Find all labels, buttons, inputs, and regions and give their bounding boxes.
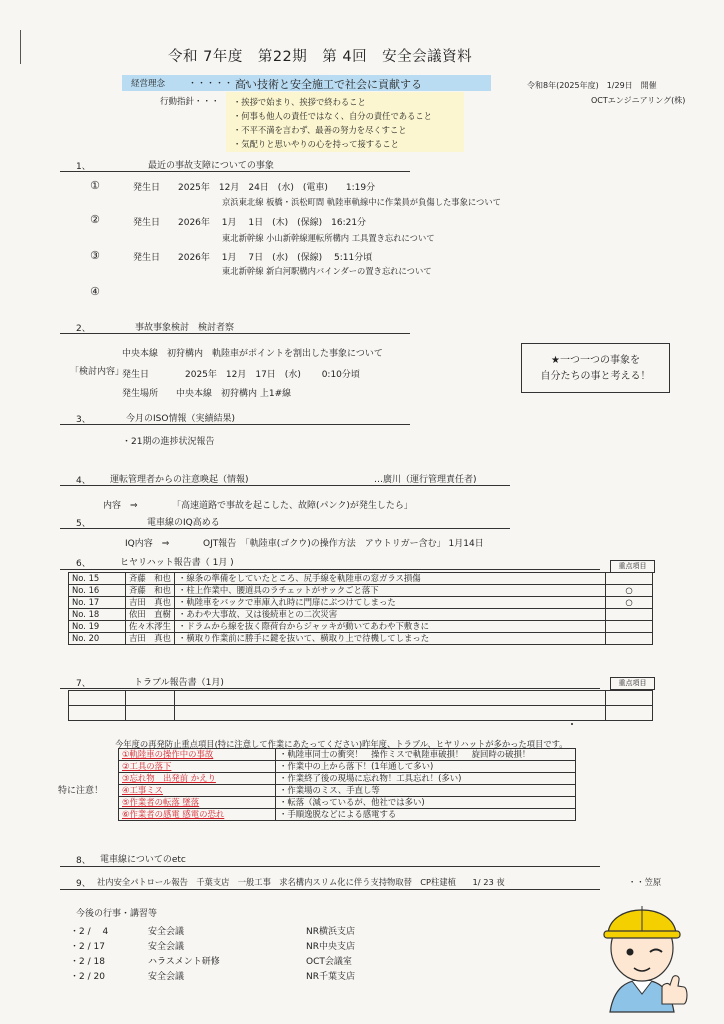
table-row [119, 773, 576, 785]
prevention-item-text: ⑤作業者の転落 墜落 [122, 797, 200, 807]
table-row [69, 573, 653, 585]
row-desc: ・あわや大事故、又は後続車との二次災害 [175, 609, 606, 621]
table-row [69, 706, 653, 721]
section-number: 7、 [76, 679, 91, 689]
section-title: 運転管理者からの注意喚起（情報) [110, 475, 249, 485]
eye-left [627, 949, 634, 956]
section-number: 1、 [76, 162, 91, 172]
prevention-intro: 今年度の再発防止重点項目(特に注意して作業にあたってください)昨年度、トラブル、ヒヤリハットが多かった項目です。 [115, 739, 568, 749]
prevention-item-text: ①軌陸車の操作中の事故 [122, 749, 214, 759]
section-rule [60, 866, 600, 867]
schedule-place: NR千葉支店 [306, 972, 355, 982]
schedule-place: NR横浜支店 [306, 927, 355, 937]
prevention-note: ・作業終了後の現場に忘れ物！工具忘れ！(多い) [276, 773, 576, 785]
schedule-title: 今後の行事・講習等 [76, 909, 158, 919]
prevention-item [119, 797, 276, 809]
section-rule [60, 569, 600, 570]
row-desc: ・ドラムから線を抜く際荷台からジャッキが動いてあわや下敷きに [175, 621, 606, 633]
prevention-item [119, 785, 276, 797]
table-row [69, 633, 653, 645]
key-header-table [610, 677, 655, 690]
prevention-note: ・転落（減っているが、他社では多い) [276, 797, 576, 809]
section-number: 8、 [76, 856, 91, 866]
iso-item: ・21期の進捗状況報告 [122, 437, 215, 447]
incident-date: 発生日 2026年 1月 1日 (木) (保線) 16:21分 [133, 218, 367, 228]
incident-detail: 東北新幹線 新白河駅構内バインダーの置き忘れについて [222, 266, 432, 276]
row-key: ○ [606, 597, 653, 609]
incident-detail: 東北新幹線 小山新幹線運転所構内 工具置き忘れについて [222, 233, 435, 243]
philosophy-dots: ・・・・・・・ [188, 79, 252, 89]
margin-mark [20, 30, 21, 64]
row-name: 吉田 真也 [126, 633, 175, 645]
schedule-place: NR中央支店 [306, 942, 355, 952]
row-no: No. 19 [69, 621, 126, 633]
table-row [119, 785, 576, 797]
row-name: 吉田 真也 [126, 597, 175, 609]
row-cell [69, 691, 126, 706]
section-number: 5、 [76, 519, 91, 529]
row-name: 斉藤 和也 [126, 585, 175, 597]
prevention-item-text: ③忘れ物 出発前 かえり [122, 773, 216, 783]
section-title: 事故事象検討 検討者察 [135, 323, 235, 333]
prevention-item-text: ⑥作業者の感電 感電の恐れ [122, 809, 225, 819]
notice-label: 内容 ⇒ [103, 501, 138, 511]
section-title: 今月のISO情報（実績結果) [126, 414, 235, 424]
section-number: 9、 [76, 879, 91, 889]
row-desc: ・軌陸車をバックで車庫入れ時に門扉にぶつけてしまった [175, 597, 606, 609]
section-rule [60, 171, 410, 172]
section-rule [60, 688, 600, 689]
row-name: 斉藤 和也 [126, 573, 175, 585]
section-title: ヒヤリハット報告書（ 1月 ) [120, 558, 234, 568]
helmet-worker-illustration [592, 884, 692, 1014]
stray-dot [571, 723, 573, 725]
section-rule [60, 424, 410, 425]
row-name: 依田 直樹 [126, 609, 175, 621]
callout-line: 自分たちの事と考える！ [540, 371, 651, 382]
thumbs-up-hand [662, 976, 687, 1004]
prevention-item [119, 809, 276, 821]
row-no: No. 20 [69, 633, 126, 645]
table-row [69, 621, 653, 633]
table-row [69, 609, 653, 621]
section-title: 電車線についてのetc [100, 855, 186, 865]
prevention-item-text: ④工事ミス [122, 785, 164, 795]
prevention-item [119, 749, 276, 761]
row-cell [175, 691, 606, 706]
prevention-item [119, 761, 276, 773]
schedule-event: 安全会議 [148, 972, 185, 982]
incident-mark: ④ [90, 285, 100, 298]
iq-label: IQ内容 ⇒ [125, 539, 170, 549]
table-row [69, 597, 653, 609]
section-number: 3、 [76, 415, 91, 425]
row-desc: ・線条の準備をしていたところ、尻手線を軌陸車の窓ガラス損傷 [175, 573, 606, 585]
prevention-note: ・手順逸脱などによる感電する [276, 809, 576, 821]
study-date: 発生日 2025年 12月 17日 (水) 0:10分頃 [122, 370, 360, 380]
study-place: 発生場所 中央本線 初狩構内 上1#線 [122, 389, 292, 399]
guideline-item: ・何事も他人の責任ではなく、自分の責任であること [233, 111, 432, 121]
guideline-item: ・気配りと思いやりの心を持って接すること [233, 139, 399, 149]
table-row [119, 761, 576, 773]
row-key [606, 573, 653, 585]
key-header: 重点項目 [611, 678, 655, 690]
patrol-report: 社内安全パトロール報告 千葉支店 一般工事 求名構内スリム化に伴う支持物取替 CP柱建植 1/ 23 夜 [97, 877, 505, 887]
prevention-note: ・作業中の上から落下！(1年通して多い) [276, 761, 576, 773]
prevention-item [119, 773, 276, 785]
row-cell [69, 706, 126, 721]
philosophy-text: 高い技術と安全施工で社会に貢献する [235, 78, 422, 91]
prevention-note: ・軌陸車同士の衝突！ 操作ミスで軌陸車破損！ 旋回時の破損！ [276, 749, 576, 761]
row-name: 佐々木澪生 [126, 621, 175, 633]
row-key: ○ [606, 585, 653, 597]
callout-line: ★一つ一つの事象を [551, 355, 640, 366]
section-title: トラブル報告書（1月) [134, 678, 224, 688]
row-key [606, 633, 653, 645]
helmet-brim [604, 931, 680, 938]
row-desc: ・横取り作業前に勝手に鍵を抜いて、横取り上で待機してしまった [175, 633, 606, 645]
prevention-item-text: ②工具の落下 [122, 761, 172, 771]
section-title: 電車線のIQ高める [147, 518, 220, 528]
meeting-date: 令和8年(2025年度) 1/29日 開催 [527, 81, 657, 90]
section-rule [60, 528, 510, 529]
section-number: 4、 [76, 476, 91, 486]
section-rule [60, 889, 600, 890]
table-row [119, 797, 576, 809]
row-key [606, 609, 653, 621]
table-row [69, 691, 653, 706]
row-no: No. 15 [69, 573, 126, 585]
section-title: 最近の事故支障についての事象 [148, 161, 274, 171]
callout-box [521, 343, 670, 393]
incident-detail: 京浜東北線 板橋・浜松町間 軌陸車軌線中に作業員が負傷した事象について [222, 197, 501, 207]
table-row [69, 585, 653, 597]
row-no: No. 17 [69, 597, 126, 609]
schedule-date: ・2 / 18 [70, 957, 105, 967]
philosophy-label: 経営理念 [131, 79, 166, 89]
study-subject: 中央本線 初狩構内 軌陸車がポイントを割出した事象について [122, 349, 383, 359]
table-row [119, 749, 576, 761]
row-no: No. 16 [69, 585, 126, 597]
schedule-date: ・2 / 17 [70, 942, 105, 952]
schedule-date: ・2 / 20 [70, 972, 105, 982]
key-header: 重点項目 [611, 561, 655, 573]
patrol-reporter: ・・笠原 [628, 877, 662, 887]
schedule-event: 安全会議 [148, 942, 185, 952]
row-desc: ・柱上作業中、腰道具のラチェットがサックごと落下 [175, 585, 606, 597]
prevention-note: ・作業場のミス、手直し等 [276, 785, 576, 797]
guideline-item: ・不平不満を言わず、最善の努力を尽くすこと [233, 125, 407, 135]
section-rule [60, 485, 510, 486]
row-cell [606, 691, 653, 706]
section-rule [60, 333, 410, 334]
trouble-table [68, 690, 653, 721]
hiyari-table [68, 572, 653, 645]
row-key [606, 621, 653, 633]
table-row [119, 809, 576, 821]
incident-mark: ① [90, 179, 100, 192]
row-no: No. 18 [69, 609, 126, 621]
schedule-date: ・2 / 4 [70, 927, 109, 937]
page-title: 令和 7年度 第22期 第 4回 安全会議資料 [168, 49, 473, 65]
incident-date: 発生日 2025年 12月 24日 (水) (電車) 1:19分 [133, 183, 376, 193]
incident-mark: ③ [90, 249, 100, 262]
row-cell [126, 706, 175, 721]
iq-content: OJT報告 「軌陸車(ゴクウ)の操作方法 アウトリガー含む」 1月14日 [203, 539, 484, 549]
row-cell [606, 706, 653, 721]
notice-content: 「高速道路で事故を起こした、故障(パンク)が発生したら」 [172, 501, 413, 511]
prevention-table [118, 748, 576, 821]
row-cell [126, 691, 175, 706]
schedule-event: ハラスメント研修 [148, 957, 220, 967]
incident-mark: ② [90, 213, 100, 226]
guidelines-label: 行動指針・・・ [160, 97, 220, 107]
schedule-event: 安全会議 [148, 927, 185, 937]
section-number: 2、 [76, 324, 91, 334]
study-label: 「検討内容」 [70, 367, 125, 377]
speaker: …廣川（運行管理責任者) [374, 475, 477, 485]
row-cell [175, 706, 606, 721]
attention-label: 特に注意！ [58, 786, 104, 796]
guideline-item: ・挨拶で始まり、挨拶で終わること [233, 97, 366, 107]
schedule-place: OCT会議室 [306, 957, 352, 967]
section-number: 6、 [76, 559, 91, 569]
incident-date: 発生日 2026年 1月 7日 (水) (保線) 5:11分頃 [133, 253, 373, 263]
company-name: OCTエンジニアリング(株) [591, 96, 686, 105]
